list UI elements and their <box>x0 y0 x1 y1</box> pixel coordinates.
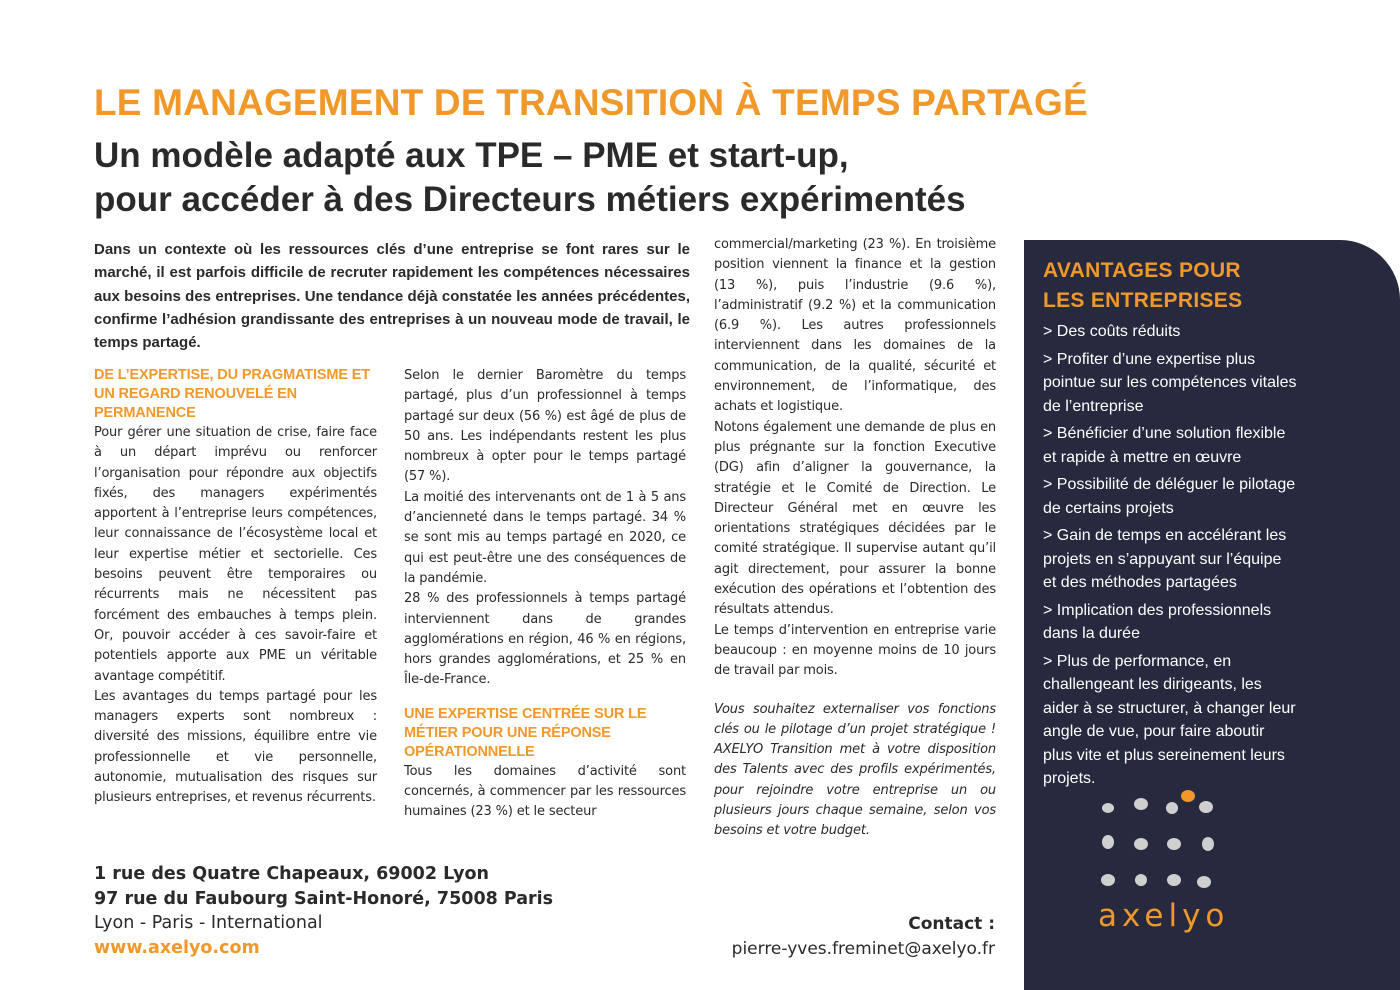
website-link[interactable]: www.axelyo.com <box>94 937 260 958</box>
subtitle-line-2: pour accéder à des Directeurs métiers expérimentés <box>94 180 966 219</box>
benefit-item: > Plus de performance, en challengeant les dirigeants, les aider à se structurer, à changer leur angle de vue, pour faire aboutir plus vite et plus sereinement leurs projets. <box>1043 652 1296 787</box>
paragraph: Pour gérer une situation de crise, faire face à un départ imprévu ou renforcer l’organisation pour répondre aux objectifs fixés, des managers expérimentés apportent à l’entreprise leurs compétences, leur connaissance de l’écosystème local et leur expertise métier et sectorielle. Ces besoins peuvent être temporaires ou récurrents mais ne nécessitent pas forcément des embauches à temps plein. Or, pouvoir accéder à ces savoir-faire et potentiels apporte aux PME un véritable avantage compétitif. <box>94 425 377 684</box>
paragraph: 28 % des professionnels à temps partagé interviennent dans de grandes agglomérations en région, 46 % en régions, hors grandes agglomérations, et 25 % en Île-de-France. <box>404 591 686 688</box>
benefit-item: > Possibilité de déléguer le pilotage de certains projets <box>1043 476 1296 517</box>
axelyo-logo-text: axelyo <box>1098 898 1230 934</box>
benefits-list <box>1043 320 1298 795</box>
page-title: LE MANAGEMENT DE TRANSITION À TEMPS PARTAGÉ <box>94 82 1088 123</box>
benefit-item: > Bénéficier d’une solution flexible et rapide à mettre en œuvre <box>1043 425 1286 466</box>
address-lyon: 1 rue des Quatre Chapeaux, 69002 Lyon <box>94 864 489 884</box>
panel-title-line-1: AVANTAGES POUR <box>1043 259 1241 282</box>
benefits-panel <box>1024 240 1400 990</box>
article-column-1 <box>94 366 377 809</box>
benefit-item: > Implication des professionnels dans la durée <box>1043 601 1272 642</box>
paragraph: commercial/marketing (23 %). En troisième position viennent la finance et la gestion (13 %), puis l’industrie (9.6 %), l’administratif (9.2 %) et la communication (6.9 %). Les autres professionnels interviennent dans les domaines de la communication, de la qualité, sécurité et environnement, de l’informatique, des achats et logistique. <box>714 237 996 415</box>
paragraph: La moitié des intervenants ont de 1 à 5 ans d’ancienneté dans le temps partagé. 34 % se sont mis au temps partagé en 2020, ce qui est peut-être une des conséquences de la pandémie. <box>404 489 686 586</box>
section-heading-metier: UNE EXPERTISE CENTRÉE SUR LE MÉTIER POUR UNE RÉPONSE OPÉRATIONNELLE <box>404 705 647 760</box>
intro-paragraph: Dans un contexte où les ressources clés d’une entreprise se font rares sur le marché, il est parfois difficile de recruter rapidement les compétences nécessaires aux besoins des entreprises. Une tendance déjà constatée les années précédentes, confirme l’adhésion grandissante des entreprises à un nouveau mode de travail, le temps partagé. <box>94 241 690 352</box>
spacer <box>404 691 686 705</box>
panel-title-line-2: LES ENTREPRISES <box>1043 289 1243 312</box>
paragraph: Notons également une demande de plus en plus prégnante sur la fonction Executive (DG) afin d’aligner la gouvernance, la stratégie et le Comité de Direction. Le Directeur Général met en œuvre les orientations stratégiques décidées par le comité stratégique. Il supervise autant qu’il agit directement, pour assurer la bonne exécution des opérations et l’obtention des résultats attendus. <box>714 419 996 618</box>
panel-title <box>1043 256 1242 316</box>
section-heading-expertise: DE L’EXPERTISE, DU PRAGMATISME ET UN REGARD RENOUVELÉ EN PERMANENCE <box>94 367 370 421</box>
article-column-3 <box>714 235 996 842</box>
address-paris: 97 rue du Faubourg Saint-Honoré, 75008 Paris <box>94 888 554 909</box>
paragraph: Le temps d’intervention en entreprise varie beaucoup : en moyenne moins de 10 jours de travail par mois. <box>714 622 996 679</box>
article-column-2 <box>404 366 686 823</box>
paragraph: Selon le dernier Baromètre du temps partagé, plus d’un professionnel à temps partagé sur deux (56 %) est âgé de plus de 50 ans. Les indépendants restent les plus nombreux à opter pour le temps partagé (57 %). <box>404 368 686 485</box>
contact-email[interactable]: pierre-yves.freminet@axelyo.fr <box>731 939 995 959</box>
contact-label: Contact : <box>908 914 995 934</box>
locations: Lyon - Paris - International <box>94 913 323 933</box>
paragraph: Les avantages du temps partagé pour les managers experts sont nombreux : diversité des missions, équilibre entre vie professionnelle et vie personnelle, autonomie, mutualisation des risques sur plusieurs entreprises, et revenus récurrents. <box>94 688 377 806</box>
call-to-action: Vous souhaitez externaliser vos fonctions clés ou le pilotage d’un projet stratégique ! AXELYO Transition met à votre disposition des Talents avec des profils expérimentés, pour rejoindre votre entreprise un ou plusieurs jours chaque semaine, selon vos besoins et votre budget. <box>714 701 996 839</box>
page-subtitle <box>94 134 966 222</box>
contact-block <box>732 912 995 962</box>
axelyo-logo-dots-icon <box>1098 788 1222 896</box>
paragraph: Tous les domaines d’activité sont concernés, à commencer par les ressources humaines (23 %) et le secteur <box>404 763 686 820</box>
benefit-item: > Profiter d’une expertise plus pointue sur les compétences vitales de l’entreprise <box>1043 350 1297 415</box>
subtitle-line-1: Un modèle adapté aux TPE – PME et start-up, <box>94 136 849 175</box>
benefit-item: > Gain de temps en accélérant les projets en s’appuyant sur l’équipe et des méthodes partagées <box>1043 527 1287 591</box>
address-block <box>94 862 553 960</box>
benefit-item: > Des coûts réduits <box>1043 323 1181 340</box>
